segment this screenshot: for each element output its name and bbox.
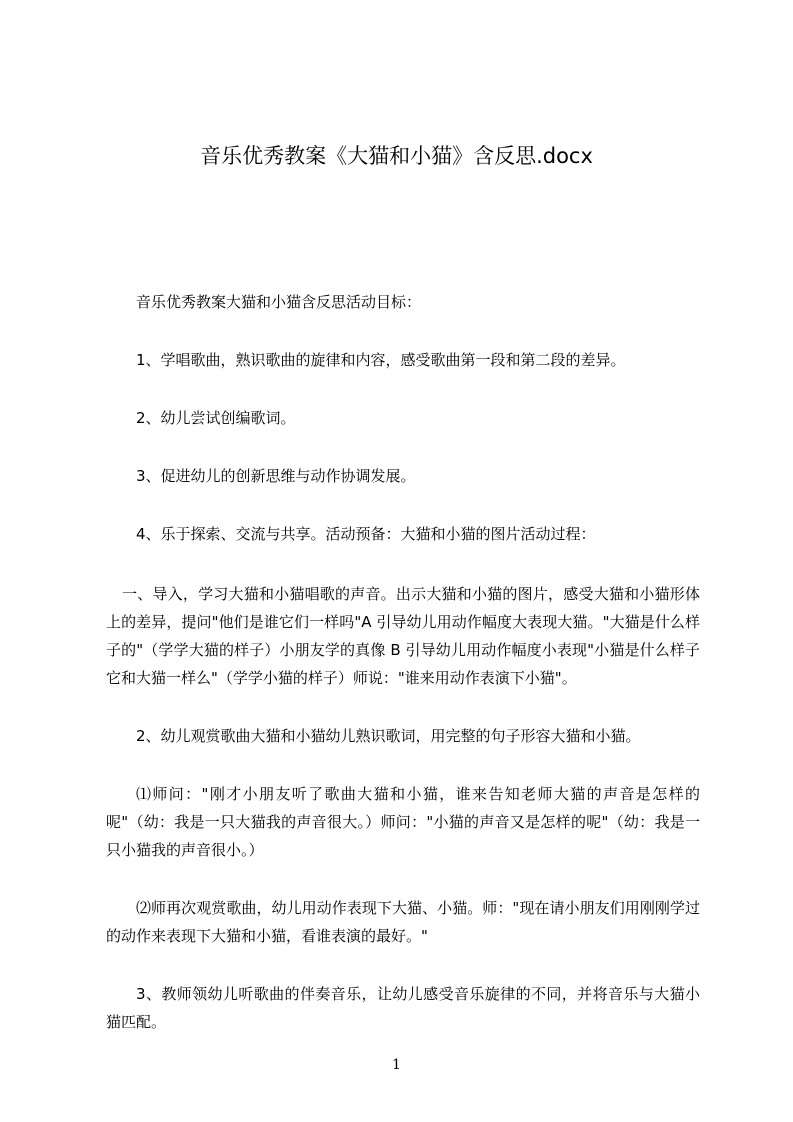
paragraph-goal-2: 2、幼儿尝试创编歌词。 (136, 409, 296, 427)
paragraph-goal-3: 3、促进幼儿的创新思维与动作协调发展。 (136, 467, 416, 485)
paragraph-step-2: 2、幼儿观赏歌曲大猫和小猫幼儿熟识歌词，用完整的句子形容大猫和小猫。 (136, 727, 641, 745)
paragraph-step-2-2: ⑵师再次观赏歌曲，幼儿用动作表现下大猫、小猫。师："现在请小朋友们用刚刚学过的动作来表现下大猫和小猫，看谁表演的最好。" (106, 899, 700, 945)
paragraph-step-1: 一、导入，学习大猫和小猫唱歌的声音。出示大猫和小猫的图片，感受大猫和小猫形体上的差异，提问"他们是谁它们一样吗"A 引导幼儿用动作幅度大表现大猫。"大猫是什么样子的"（学学大猫的样子）小朋友学的真像 B 引导幼儿用动作幅度小表现"小猫是什么样子它和大猫一样么"（学学小猫的样子）师说："谁来用动作表演下小猫"。 (106, 585, 700, 687)
document-title: 音乐优秀教案《大猫和小猫》含反思.docx (200, 144, 593, 168)
paragraph-intro: 音乐优秀教案大猫和小猫含反思活动目标： (136, 293, 422, 311)
paragraph-step-3: 3、教师领幼儿听歌曲的伴奏音乐，让幼儿感受音乐旋律的不同，并将音乐与大猫小猫匹配。 (106, 985, 700, 1031)
paragraph-goal-4: 4、乐于探索、交流与共享。活动预备：大猫和小猫的图片活动过程： (136, 525, 596, 543)
document-body (106, 288, 700, 1036)
page-number: 1 (392, 1057, 401, 1073)
paragraph-step-2-1: ⑴师问："刚才小朋友听了歌曲大猫和小猫，谁来告知老师大猫的声音是怎样的呢"（幼：我是一只大猫我的声音很大。）师问："小猫的声音又是怎样的呢"（幼：我是一只小猫我的声音很小。） (106, 785, 700, 859)
paragraph-goal-1: 1、学唱歌曲，熟识歌曲的旋律和内容，感受歌曲第一段和第二段的差异。 (136, 351, 626, 369)
